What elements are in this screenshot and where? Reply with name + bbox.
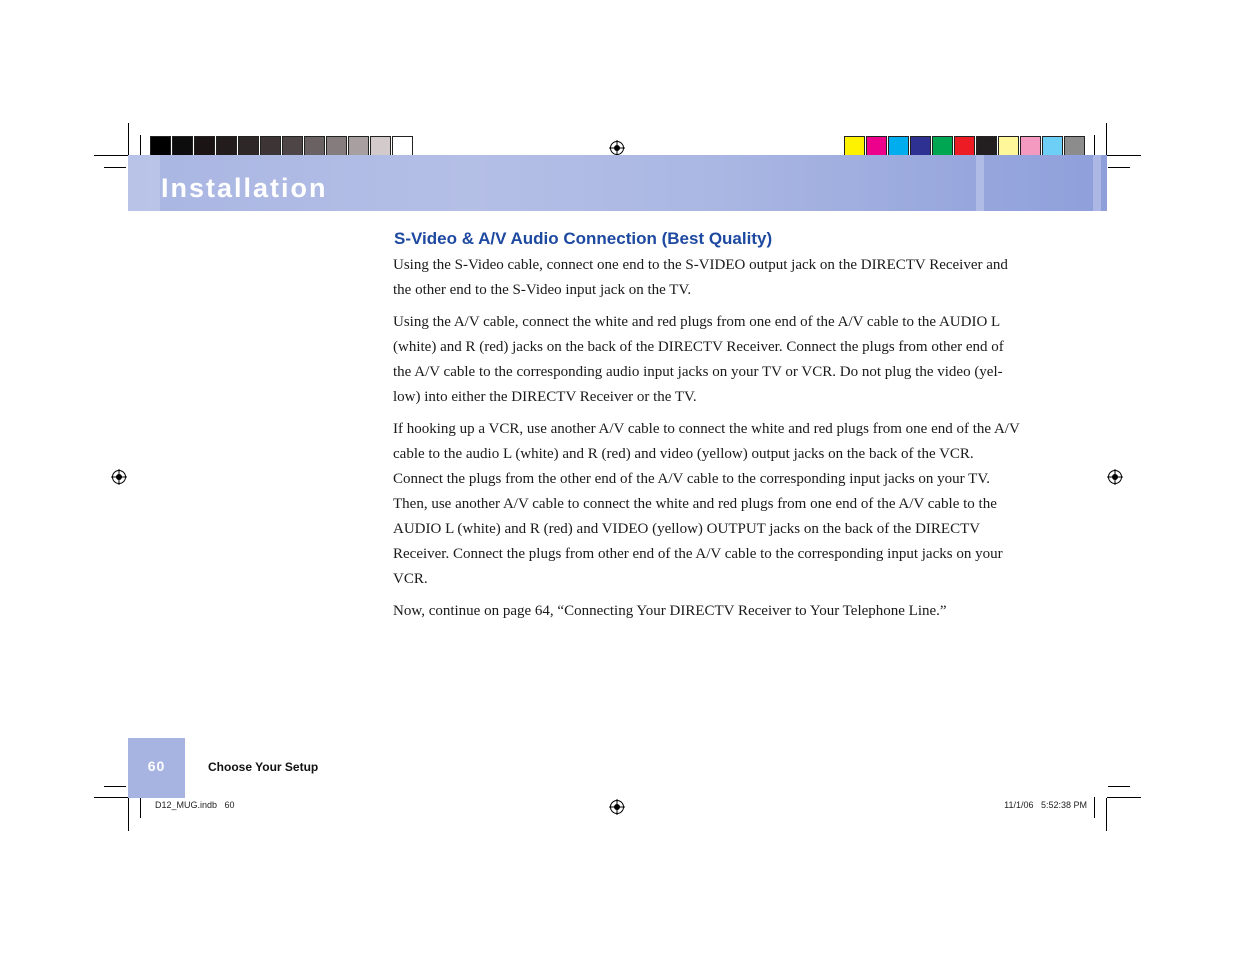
crop-mark bbox=[128, 798, 129, 831]
crop-mark bbox=[104, 167, 126, 168]
color-swatch bbox=[888, 136, 909, 157]
crop-mark bbox=[140, 797, 141, 818]
color-swatch bbox=[282, 136, 303, 157]
crop-mark bbox=[1107, 155, 1141, 156]
crop-mark bbox=[1106, 798, 1107, 831]
grayscale-color-bar bbox=[150, 136, 414, 157]
body-text bbox=[393, 253, 1023, 631]
crop-mark bbox=[1106, 123, 1107, 156]
color-swatch bbox=[194, 136, 215, 157]
color-swatch bbox=[260, 136, 281, 157]
slug-timestamp: 11/1/06 5:52:38 PM bbox=[1004, 800, 1087, 810]
header-band bbox=[128, 155, 1107, 211]
crop-mark bbox=[1108, 167, 1130, 168]
color-swatch bbox=[172, 136, 193, 157]
crop-mark bbox=[94, 155, 128, 156]
color-swatch bbox=[326, 136, 347, 157]
color-swatch bbox=[932, 136, 953, 157]
page-number-box bbox=[128, 738, 185, 798]
slug-file-info: D12_MUG.indb 60 bbox=[155, 800, 235, 810]
crop-mark bbox=[128, 123, 129, 156]
crop-mark bbox=[1108, 786, 1130, 787]
color-swatch bbox=[1042, 136, 1063, 157]
color-swatch bbox=[866, 136, 887, 157]
paragraph: If hooking up a VCR, use another A/V cable to connect the white and red plugs from one end of the A/V cable to the audio L (white) and R (red) and video (yellow) output jacks on the back of the VCR. Connect the plugs from the other end of the A/V cable to the corresponding input jacks on your TV. Then, use another A/V cable to connect the white and red plugs from one end of the A/V cable to the AUDIO L (white) and R (red) and VIDEO (yellow) OUTPUT jacks on the back of the DIRECTV Receiver. Connect the plugs from other end of the A/V cable to the corresponding input jacks on your VCR. bbox=[393, 421, 1020, 587]
color-swatch bbox=[392, 136, 413, 157]
band-stripe bbox=[1093, 155, 1101, 211]
section-heading: S-Video & A/V Audio Connection (Best Quality) bbox=[394, 229, 773, 248]
crop-mark bbox=[140, 135, 141, 156]
band-stripe bbox=[976, 155, 984, 211]
process-color-bar bbox=[844, 136, 1086, 157]
color-swatch bbox=[216, 136, 237, 157]
band-highlight bbox=[128, 155, 160, 211]
color-swatch bbox=[348, 136, 369, 157]
crop-mark bbox=[1107, 797, 1141, 798]
crop-mark bbox=[1094, 135, 1095, 156]
color-swatch bbox=[844, 136, 865, 157]
color-swatch bbox=[238, 136, 259, 157]
paragraph: Using the S-Video cable, connect one end to the S-VIDEO output jack on the DIRECTV Receiver and the other end to the S-Video input jack on the TV. bbox=[393, 257, 1008, 298]
color-swatch bbox=[370, 136, 391, 157]
color-swatch bbox=[954, 136, 975, 157]
color-swatch bbox=[304, 136, 325, 157]
color-swatch bbox=[976, 136, 997, 157]
color-swatch bbox=[998, 136, 1019, 157]
page-title: Installation bbox=[161, 173, 328, 203]
paragraph: Using the A/V cable, connect the white and red plugs from one end of the A/V cable to the AUDIO L (white) and R (red) jacks on the back of the DIRECTV Receiver. Connect the plugs from other end of the A/V cable to the corresponding audio input jacks on your TV or VCR. Do not plug the video (yel-low) into either the DIRECTV Receiver or the TV. bbox=[393, 314, 1004, 405]
footer-section-label: Choose Your Setup bbox=[208, 760, 319, 774]
crop-mark bbox=[104, 786, 126, 787]
color-swatch bbox=[1020, 136, 1041, 157]
crop-mark bbox=[94, 797, 128, 798]
color-swatch bbox=[1064, 136, 1085, 157]
color-swatch bbox=[910, 136, 931, 157]
registration-target-icon bbox=[111, 469, 127, 485]
registration-target-icon bbox=[609, 140, 625, 156]
crop-mark bbox=[1094, 797, 1095, 818]
registration-target-icon bbox=[1107, 469, 1123, 485]
paragraph: Now, continue on page 64, “Connecting Your DIRECTV Receiver to Your Telephone Line.” bbox=[393, 603, 947, 619]
page-number: 60 bbox=[147, 758, 166, 774]
registration-target-icon bbox=[609, 799, 625, 815]
color-swatch bbox=[150, 136, 171, 157]
